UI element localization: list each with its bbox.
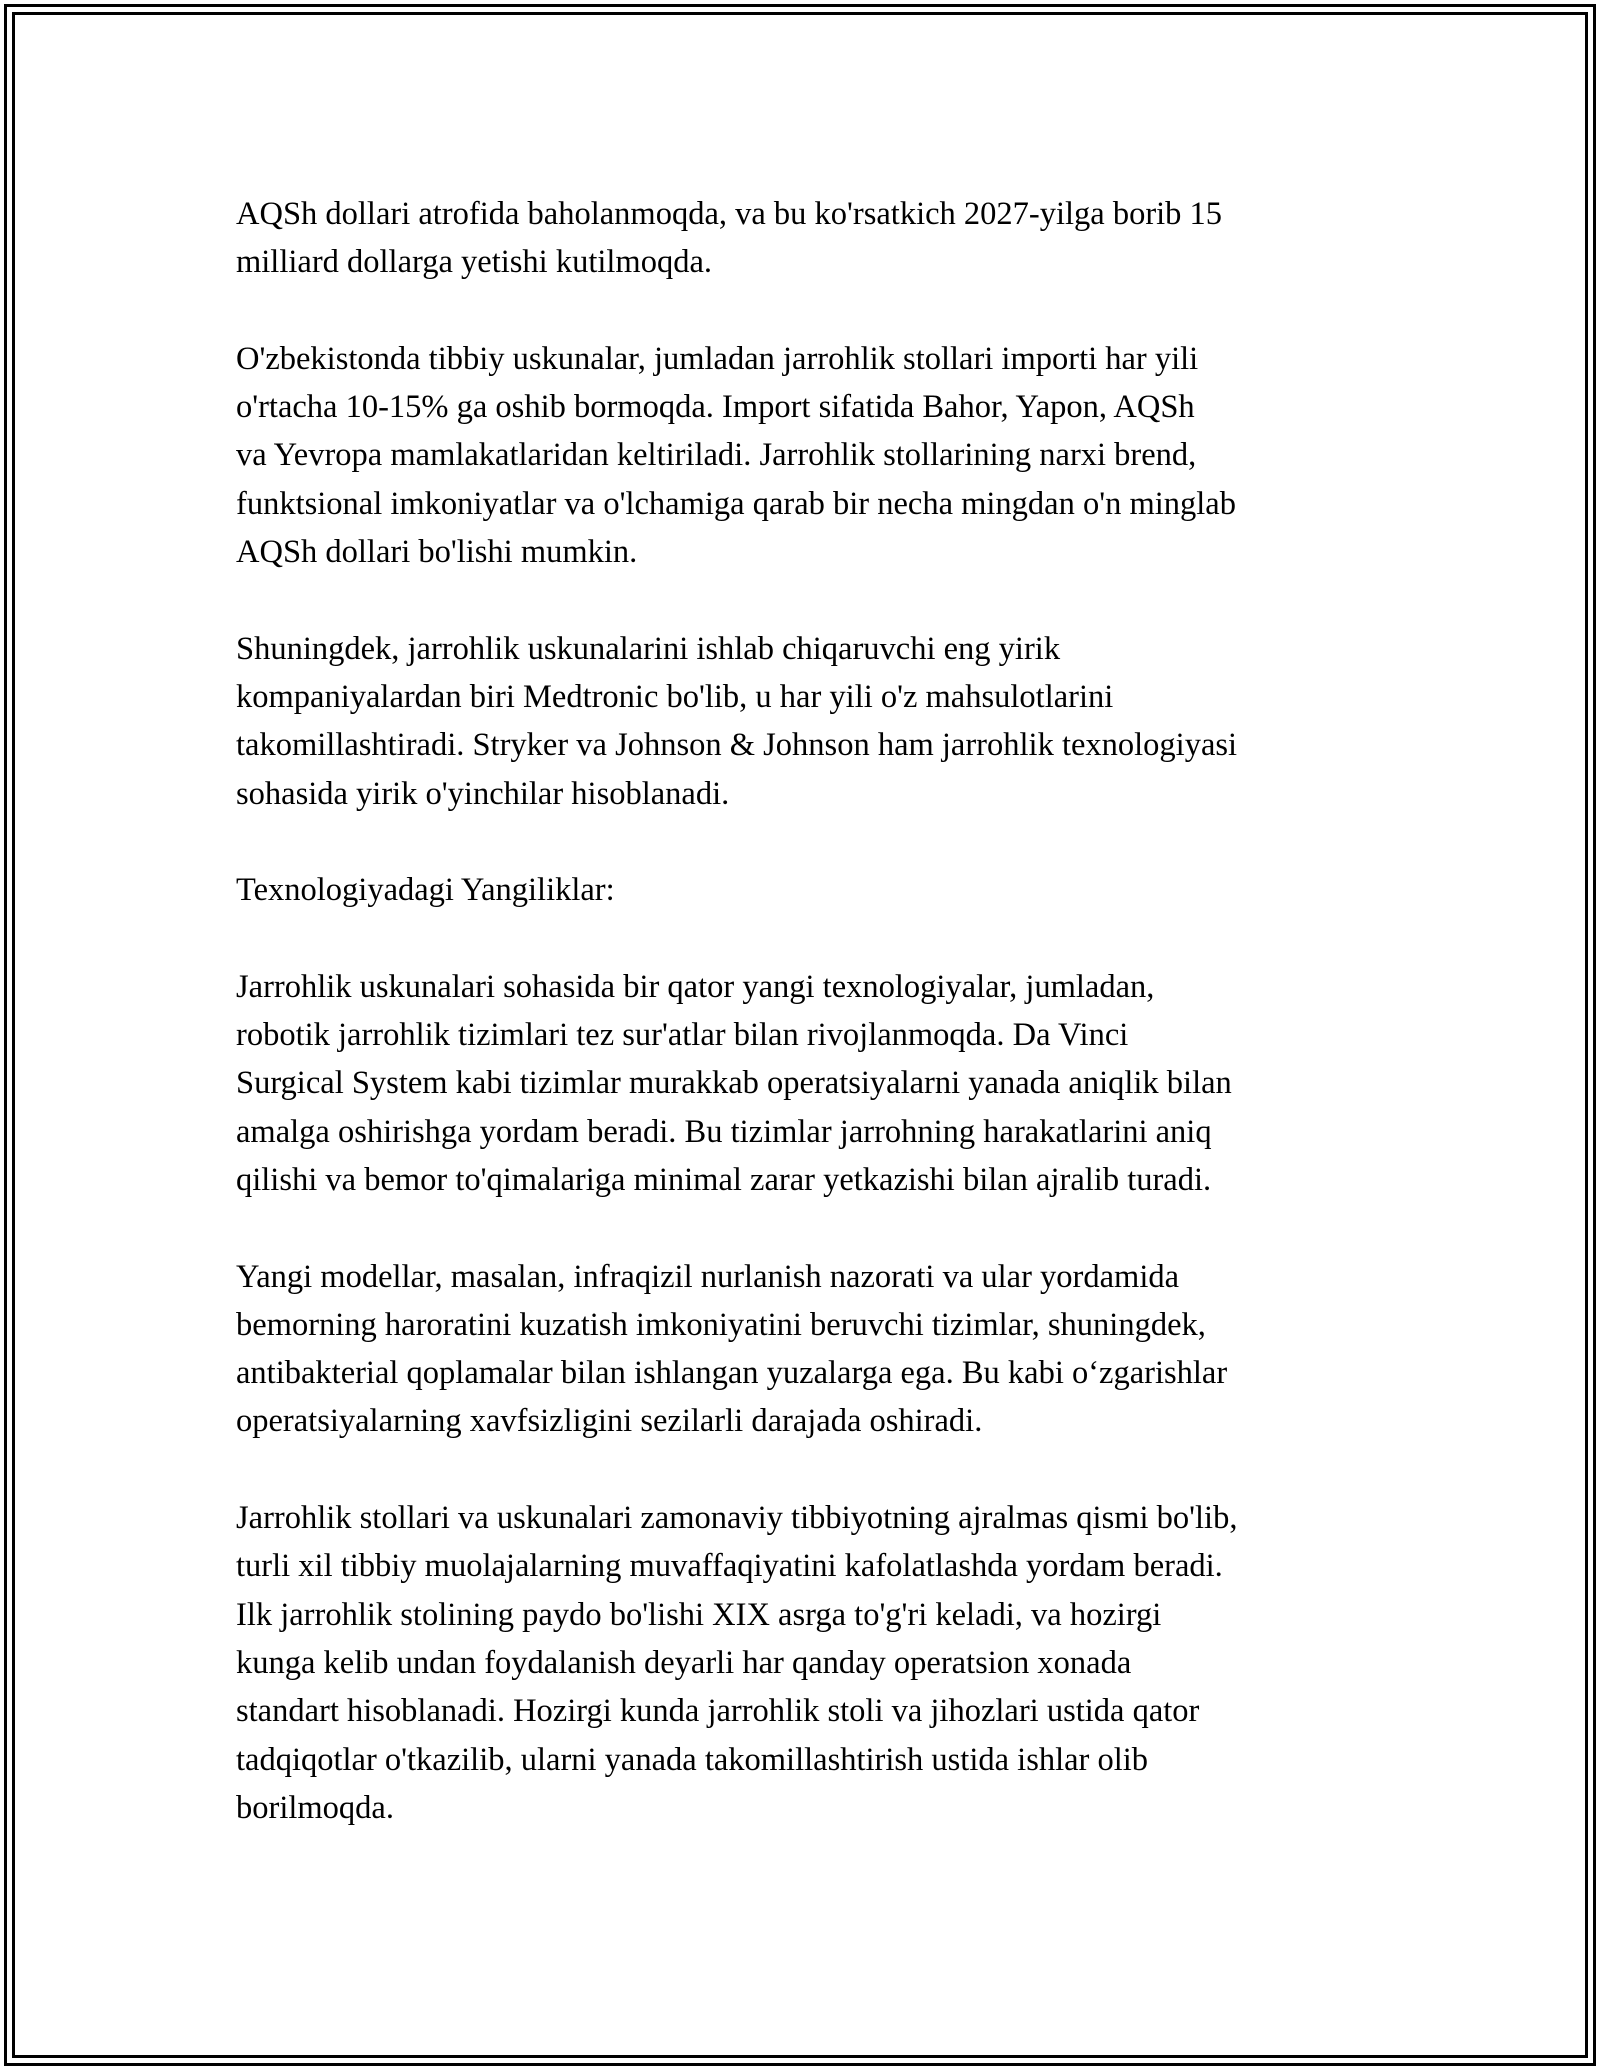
text-line: funktsional imkoniyatlar va o'lchamiga qarab bir necha mingdan o'n minglab <box>236 485 1236 522</box>
text-line: Yangi modellar, masalan, infraqizil nurlanish nazorati va ular yordamida <box>236 1258 1180 1295</box>
text-line: AQSh dollari bo'lishi mumkin. <box>236 534 638 571</box>
text-line: va Yevropa mamlakatlaridan keltiriladi. Jarrohlik stollarining narxi brend, <box>236 437 1197 474</box>
paragraph-manufacturers <box>236 625 1386 818</box>
text-line: borilmoqda. <box>236 1789 394 1826</box>
text-line: tadqiqotlar o'tkazilib, ularni yanada takomillashtirish ustida ishlar olib <box>236 1741 1149 1778</box>
text-line: O'zbekistonda tibbiy uskunalar, jumladan jarrohlik stollari importi har yili <box>236 340 1199 377</box>
paragraph-conclusion <box>236 1494 1386 1832</box>
text-line: Surgical System kabi tizimlar murakkab operatsiyalarni yanada aniqlik bilan <box>236 1065 1232 1102</box>
text-line: robotik jarrohlik tizimlari tez sur'atlar bilan rivojlanmoqda. Da Vinci <box>236 1017 1129 1054</box>
text-line: qilishi va bemor to'qimalariga minimal zarar yetkazishi bilan ajralib turadi. <box>236 1161 1212 1198</box>
paragraph-new-models <box>236 1253 1386 1446</box>
text-line: Jarrohlik uskunalari sohasida bir qator yangi texnologiyalar, jumladan, <box>236 968 1155 1005</box>
text-line: Texnologiyadagi Yangiliklar: <box>236 872 615 909</box>
text-line: bemorning haroratini kuzatish imkoniyatini beruvchi tizimlar, shuningdek, <box>236 1306 1206 1343</box>
text-line: o'rtacha 10-15% ga oshib bormoqda. Import sifatida Bahor, Yapon, AQSh <box>236 389 1195 426</box>
text-line: kunga kelib undan foydalanish deyarli har qanday operatsion xonada <box>236 1644 1132 1681</box>
text-line: Jarrohlik stollari va uskunalari zamonaviy tibbiyotning ajralmas qismi bo'lib, <box>236 1500 1238 1537</box>
text-line: Shuningdek, jarrohlik uskunalarini ishlab chiqaruvchi eng yirik <box>236 630 1061 667</box>
paragraph-uzbekistan-imports <box>236 335 1386 576</box>
text-line: standart hisoblanadi. Hozirgi kunda jarrohlik stoli va jihozlari ustida qator <box>236 1693 1200 1730</box>
text-line: operatsiyalarning xavfsizligini sezilarli darajada oshiradi. <box>236 1403 983 1440</box>
text-line: milliard dollarga yetishi kutilmoqda. <box>236 244 712 281</box>
text-line: antibakterial qoplamalar bilan ishlangan yuzalarga ega. Bu kabi o‘zgarishlar <box>236 1355 1228 1392</box>
paragraph-market-value <box>236 190 1386 287</box>
paragraph-robotic-surgery <box>236 963 1386 1204</box>
text-line: takomillashtiradi. Stryker va Johnson & Johnson ham jarrohlik texnologiyasi <box>236 727 1238 764</box>
text-line: turli xil tibbiy muolajalarning muvaffaqiyatini kafolatlashda yordam beradi. <box>236 1548 1223 1585</box>
document-body <box>236 190 1386 1880</box>
text-line: amalga oshirishga yordam beradi. Bu tizimlar jarrohning harakatlarini aniq <box>236 1113 1212 1150</box>
text-line: kompaniyalardan biri Medtronic bo'lib, u har yili o'z mahsulotlarini <box>236 678 1114 715</box>
text-line: Ilk jarrohlik stolining paydo bo'lishi XIX asrga to'g'ri keladi, va hozirgi <box>236 1596 1162 1633</box>
section-heading-innovations <box>236 866 1386 914</box>
text-line: AQSh dollari atrofida baholanmoqda, va bu ko'rsatkich 2027-yilga borib 15 <box>236 196 1223 232</box>
text-line: sohasida yirik o'yinchilar hisoblanadi. <box>236 775 730 812</box>
